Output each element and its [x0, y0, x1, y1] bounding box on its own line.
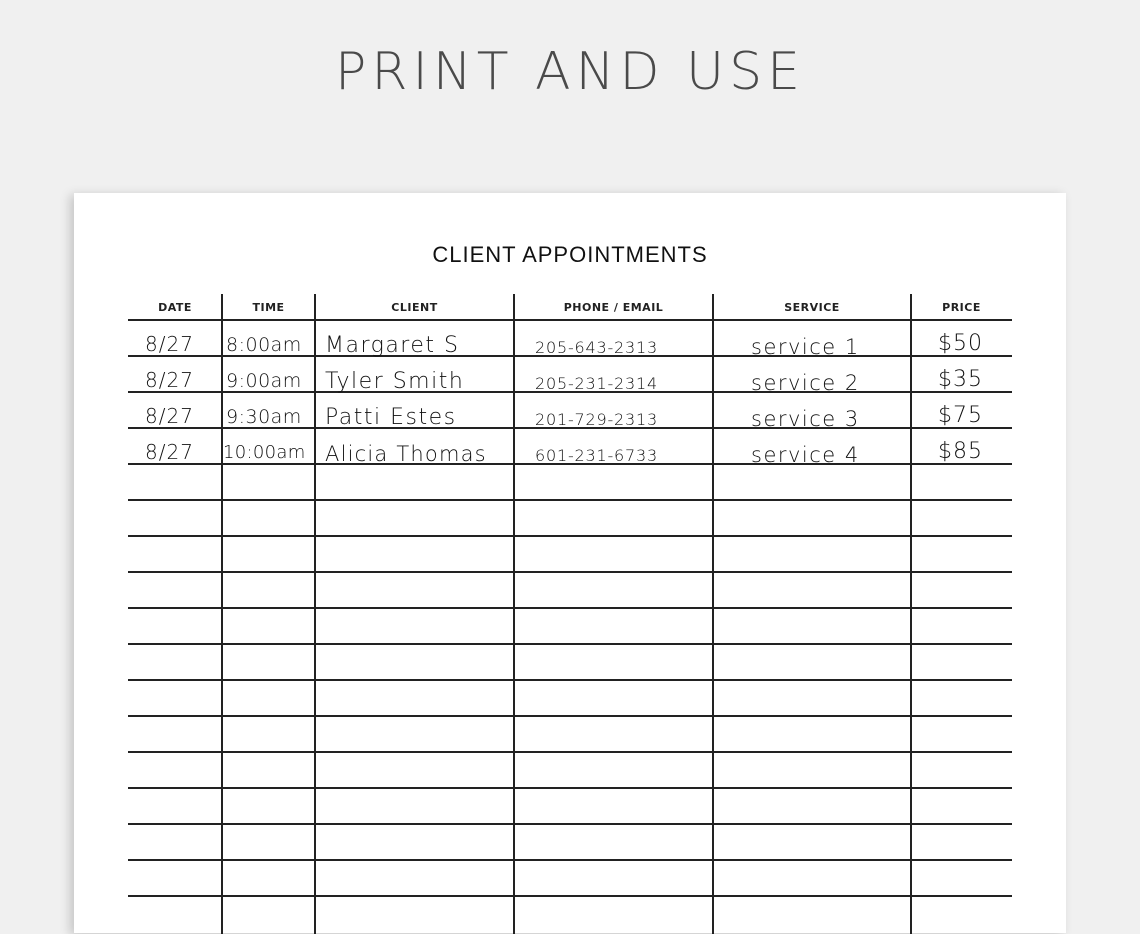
- column-header-phone-email: PHONE / EMAIL: [563, 301, 664, 314]
- cell-time: 9:30am: [226, 406, 302, 428]
- cell-service: service 4: [751, 443, 860, 467]
- cell-phone-email: 205-231-2314: [535, 374, 658, 393]
- row-divider: [128, 643, 1012, 645]
- column-header-service: SERVICE: [784, 301, 840, 314]
- row-divider: [128, 895, 1012, 897]
- row-divider: [128, 751, 1012, 753]
- cell-date: 8/27: [145, 440, 194, 464]
- cell-price: $50: [938, 331, 983, 356]
- banner-title: PRINT AND USE: [335, 42, 805, 102]
- column-divider: [221, 294, 223, 934]
- column-divider: [513, 294, 515, 934]
- cell-date: 8/27: [145, 368, 194, 392]
- cell-price: $75: [938, 403, 983, 428]
- row-divider: [128, 319, 1012, 321]
- column-divider: [910, 294, 912, 934]
- cell-client: Margaret S: [325, 333, 460, 358]
- cell-time: 9:00am: [226, 370, 302, 392]
- cell-time: 10:00am: [223, 442, 306, 463]
- row-divider: [128, 787, 1012, 789]
- cell-price: $35: [938, 367, 983, 392]
- sheet-title: CLIENT APPOINTMENTS: [432, 242, 708, 267]
- row-divider: [128, 535, 1012, 537]
- cell-date: 8/27: [145, 404, 194, 428]
- row-divider: [128, 859, 1012, 861]
- cell-date: 8/27: [145, 332, 194, 356]
- column-header-price: PRICE: [942, 301, 981, 314]
- row-divider: [128, 823, 1012, 825]
- column-header-date: DATE: [158, 301, 192, 314]
- row-divider: [128, 499, 1012, 501]
- row-divider: [128, 607, 1012, 609]
- column-divider: [314, 294, 316, 934]
- row-divider: [128, 715, 1012, 717]
- cell-client: Alicia Thomas: [325, 442, 487, 466]
- appointment-sheet: [74, 193, 1066, 933]
- cell-phone-email: 601-231-6733: [535, 446, 658, 465]
- row-divider: [128, 571, 1012, 573]
- cell-service: service 1: [751, 335, 860, 359]
- cell-phone-email: 201-729-2313: [535, 410, 658, 429]
- cell-service: service 3: [751, 407, 860, 431]
- row-divider: [128, 679, 1012, 681]
- column-header-time: TIME: [252, 301, 285, 314]
- column-divider: [712, 294, 714, 934]
- cell-phone-email: 205-643-2313: [535, 338, 658, 357]
- column-header-client: CLIENT: [391, 301, 438, 314]
- cell-client: Patti Estes: [325, 405, 457, 430]
- cell-time: 8:00am: [226, 334, 302, 356]
- cell-price: $85: [938, 439, 983, 464]
- cell-client: Tyler Smith: [325, 369, 465, 394]
- cell-service: service 2: [751, 371, 860, 395]
